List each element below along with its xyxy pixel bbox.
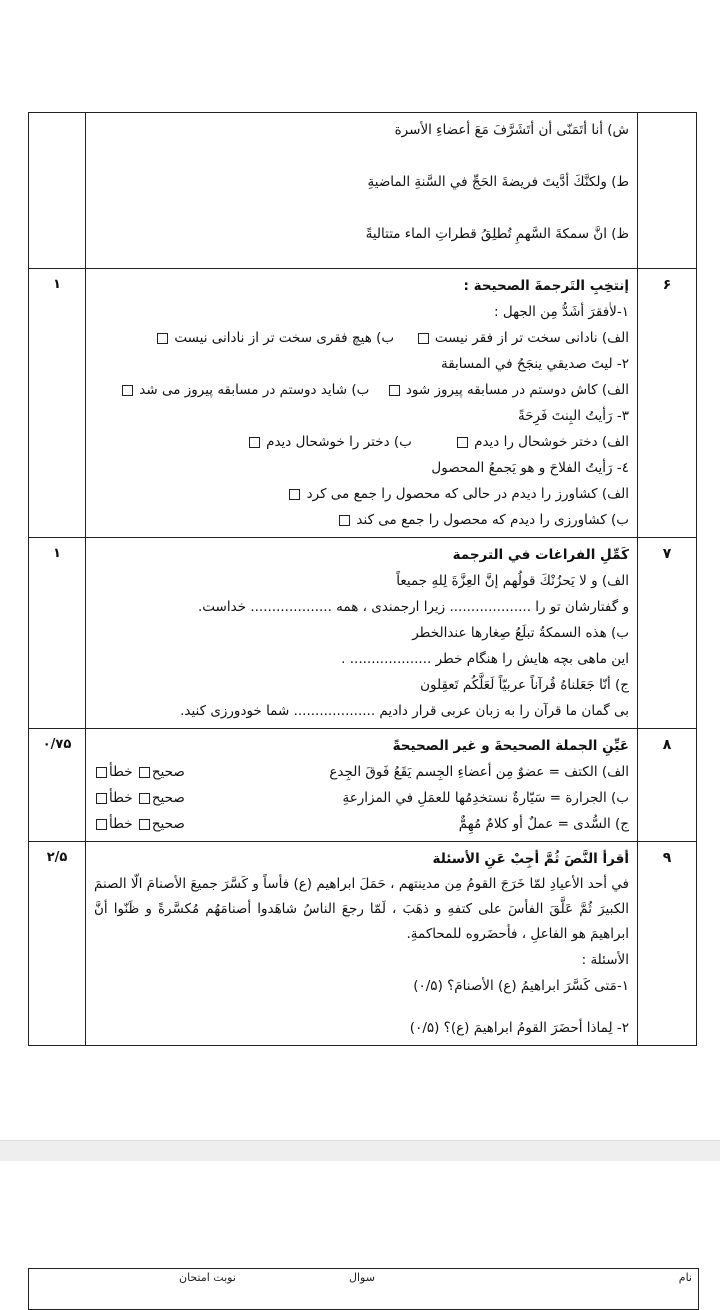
question-body [86,729,638,842]
question-number-cell [638,113,697,269]
header-text: سوال [349,1271,375,1284]
question-number: ۸ [638,729,697,842]
sentence: ۱-لاٰفقرَ أشَدُّ مِن الجهل : [494,304,629,320]
statement: ج) السُّدى = عملٌ أو كلامٌ مُهِمٌّ [458,816,629,832]
option-b: ب) کشاورزی را دیدم که محصول را جمع می کند [356,512,629,528]
checkbox[interactable] [339,515,350,526]
questions-label: الأسئلة : [581,952,629,968]
tf-options [94,785,185,811]
question-body [86,538,638,729]
sentence: ۳- رَأيتُ البِنتَ فَرِحَةً [517,408,629,424]
true-false-item [94,785,629,811]
option-b: ب) شاید دوستم در مسابقه پیروز می شد [139,382,370,398]
sentence: الف) و لا يَحزُنْكَ قولُهم إنَّ العِزَّةَ لِلهِ جميعاً [396,573,629,589]
header-text: نام [678,1271,692,1284]
question-title: كَمِّلِ الفراغات في الترجمة [452,547,629,563]
sentence-line: ظ) انَّ سمكةَ السَّهمِ تُطلِقُ قطراتِ الماء متتاليةً [365,226,629,242]
fill-line [94,698,629,724]
comprehension-question: ۲- لِماذا أحضَرَ القومُ ابراهيمَ (ع)؟ (۰/۵) [409,1020,629,1036]
question-row-9 [29,842,697,1046]
checkbox[interactable] [139,793,150,804]
question-row-6 [29,269,697,538]
checkbox[interactable] [457,437,468,448]
checkbox[interactable] [418,333,429,344]
checkbox[interactable] [96,767,107,778]
header-text: نوبت امتحان [179,1271,236,1284]
wrong-label: خطأ [109,790,133,806]
question-row-7 [29,538,697,729]
correct-label: صحیح [151,764,185,780]
wrong-label: خطأ [109,764,133,780]
checkbox[interactable] [139,767,150,778]
score: ۲/۵ [29,842,86,1046]
page-separator [0,1140,720,1162]
question-row-8 [29,729,697,842]
option-single [94,507,629,533]
next-page-header-frame [28,1268,699,1310]
fill-text: ................... شما خودورزی کنید. [180,703,376,719]
question-body [86,113,638,269]
checkbox[interactable] [122,385,133,396]
question-title: عَيِّنِ الجملة الصحيحةَ و غير الصحيحةً [392,738,629,754]
question-row-prev [29,113,697,269]
fill-text: و گفتارشان تو را ................... زیرا ارجمندی ، همه [336,599,629,615]
fill-text: ................... خداست. [198,599,332,615]
checkbox[interactable] [157,333,168,344]
option-pair [94,325,629,351]
fill-line [94,594,629,620]
tf-options [94,759,185,785]
correct-label: صحیح [151,790,185,806]
option-a: الف) دختر خوشحال را دیدم [474,434,629,450]
question-body [86,269,638,538]
question-title: إنتخِبِ التَرجمةَ الصحيحة : [463,278,629,294]
sentence: ۲- ليتَ صديقي ينجَحُ في المسابقة [440,356,629,372]
score-cell [29,113,86,269]
statement: ب) الجرارة = سَيّارةٌ نستخدِمُها للعمَلِ في المزارعةِ [342,790,629,806]
sentence-line: ش) أنا أتَمَنّى أن أتَشَرَّفَ مَعَ أعضاءِ الأسرة [394,122,629,138]
question-body [86,842,638,1046]
true-false-item [94,811,629,837]
score: ۱ [29,269,86,538]
option-pair [94,377,629,403]
checkbox[interactable] [139,819,150,830]
option-b: ب) دختر را خوشحال دیدم [266,434,412,450]
checkbox[interactable] [249,437,260,448]
checkbox[interactable] [96,819,107,830]
option-a: الف) نادانی سخت تر از فقر نیست [434,330,629,346]
exam-table [28,112,697,1046]
option-a: الف) کشاورز را دیدم در حالی که محصول را جمع می کرد [306,486,629,502]
question-number: ۷ [638,538,697,729]
sentence: ج) أنّا جَعَلناهُ قُرآناً عربيّاً لَعَلَّكُم تَعقِلون [420,677,629,693]
fill-text: بی گمان ما قرآن را به زبان عربی قرار دادیم [379,703,629,719]
sentence-line: ط) ولكنَّكَ أدَّيتَ فريضةَ الحَجِّ في السَّنةِ الماضيةِ [367,174,629,190]
reading-passage: في أحد الأعيادِ لمّا خَرَجَ القومُ مِن مدينتهم ، حَمَلَ ابراهيم (ع) فأساً و كَسَّرَ جميعَ الأصنامَ الّا الصنمَ الكبيرَ ثُمَّ عَلَّقَ الفأسَ على كتفهِ و ذهَبَ ، لَمّا رجعَ الناسُ شاهَدوا أصنامَهُم مُكسَّرةً و ظَنّوا أنَّ ابراهيمَ هو الفاعلِ ، فأحضَروه للمحاكمةِ. [94,876,629,942]
comprehension-question: ۱-مَتی كَسَّرَ ابراهيمُ (ع) الأصنامَ؟ (۰/۵) [413,978,629,994]
score: ۰/۷۵ [29,729,86,842]
sentence: ٤- رَأيتُ الفلاحَ و هو يَجمعُ المحصول [431,460,629,476]
checkbox[interactable] [96,793,107,804]
option-pair [94,429,629,455]
option-b: ب) هیچ فقری سخت تر از نادانی نیست [174,330,395,346]
option-single [94,481,629,507]
tf-options [94,811,185,837]
option-a: الف) کاش دوستم در مسابقه پیروز شود [405,382,629,398]
question-number: ۶ [638,269,697,538]
correct-label: صحیح [151,816,185,832]
sentence: ب) هذه السمكةُ تبلَعُ صِغارها عندالخطر [412,625,629,641]
fill-line: این ماهی بچه هایش را هنگام خطر ................... . [341,651,629,667]
question-title: أقرأ النَّصَ ثُمَّ أجِبْ عَنِ الأسئلة [432,851,629,867]
statement: الف) الكتف = عضوٌ مِن أعضاءِ الجِسم يَقَعُ فَوقَ الجِدع [329,764,629,780]
checkbox[interactable] [389,385,400,396]
wrong-label: خطأ [109,816,133,832]
question-number: ۹ [638,842,697,1046]
score: ۱ [29,538,86,729]
checkbox[interactable] [289,489,300,500]
true-false-item [94,759,629,785]
next-page [0,1161,720,1284]
